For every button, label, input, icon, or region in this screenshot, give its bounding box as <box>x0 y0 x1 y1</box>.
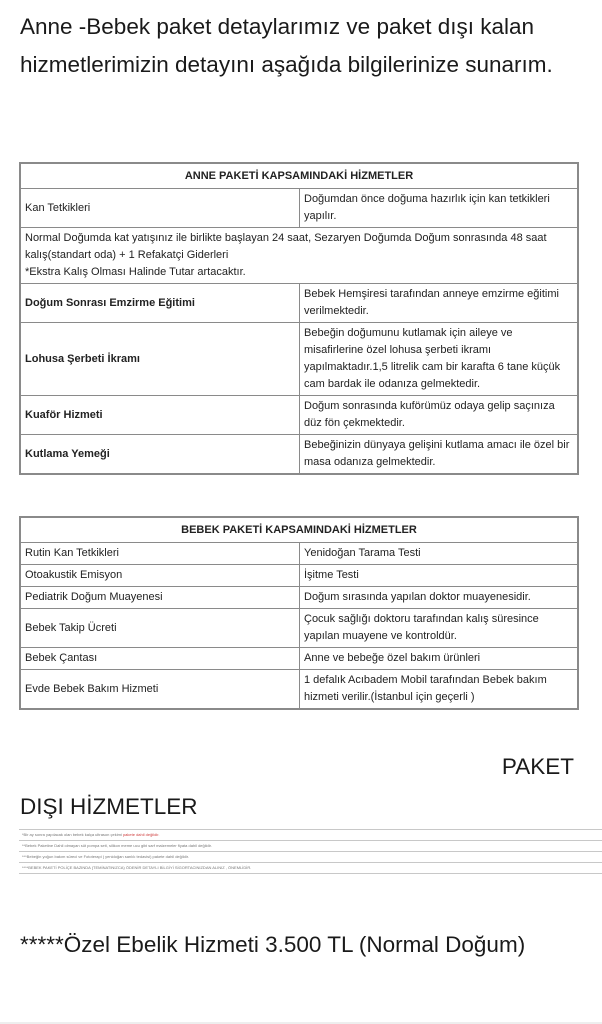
service-name: Pediatrik Doğum Muayenesi <box>20 587 300 609</box>
table-row <box>20 189 578 228</box>
service-description: Anne ve bebeğe özel bakım ürünleri <box>300 648 579 670</box>
service-description: Yenidoğan Tarama Testi <box>300 543 579 565</box>
bebek-package-table <box>19 516 579 710</box>
table-row <box>20 284 578 323</box>
service-description: İşitme Testi <box>300 565 579 587</box>
table-row <box>20 323 578 396</box>
table-row <box>20 435 578 475</box>
note-text: **Bebek Paketine Dahil olmayan süt pompa seti, silikon meme ucu gibi sarf malzemeler fiyata dahil değildir. <box>19 841 602 852</box>
note-highlight: pakete dahil değildir. <box>122 832 160 837</box>
anne-package-table <box>19 162 579 475</box>
table-row <box>20 543 578 565</box>
intro-text: Anne -Bebek paket detaylarımız ve paket dışı kalan hizmetlerimizin detayını aşağıda bilgilerinize sunarım. <box>20 14 553 77</box>
service-name: Kan Tetkikleri <box>20 189 300 228</box>
note-text: ****BEBEK PAKETİ POLİÇE BAZINDA (TEMİNATINIZCA) ÖDENİR DETAYLI BİLGİYİ SİGORTACINIZDAN ALINIZ , ÖNEMLİDİR. <box>19 863 602 874</box>
note-row <box>19 852 602 863</box>
anne-table-title: ANNE PAKETİ KAPSAMINDAKİ HİZMETLER <box>20 163 578 189</box>
note-row <box>19 863 602 874</box>
service-name: Otoakustik Emisyon <box>20 565 300 587</box>
table-row <box>20 565 578 587</box>
service-description: Bebeğinizin dünyaya gelişini kutlama amacı ile özel bir masa odanıza gelmektedir. <box>300 435 579 475</box>
table-row <box>20 587 578 609</box>
service-name: Doğum Sonrası Emzirme Eğitimi <box>20 284 300 323</box>
midwife-service-price: *****Özel Ebelik Hizmeti 3.500 TL (Normal Doğum) <box>20 932 526 957</box>
service-name: Kutlama Yemeği <box>20 435 300 475</box>
out-of-package-notes-table <box>19 829 602 874</box>
service-name: Evde Bebek Bakım Hizmeti <box>20 670 300 710</box>
stay-info <box>20 228 578 284</box>
out-of-package-heading-part2: DIŞI HİZMETLER <box>20 794 198 819</box>
note-text: ***Bebeğin yoğun bakım süreci ve Fototerapi ( yenidoğan sarılık tedavisi) pakete dahil değildir. <box>19 852 602 863</box>
table-row <box>20 396 578 435</box>
note-row <box>19 841 602 852</box>
service-description: Bebek Hemşiresi tarafından anneye emzirme eğitimi verilmektedir. <box>300 284 579 323</box>
service-name: Bebek Takip Ücreti <box>20 609 300 648</box>
table-row <box>20 670 578 710</box>
service-description: Çocuk sağlığı doktoru tarafından kalış süresince yapılan muayene ve kontroldür. <box>300 609 579 648</box>
table-row <box>20 648 578 670</box>
service-description: Doğum sonrasında kuförümüz odaya gelip saçınıza düz fön çekmektedir. <box>300 396 579 435</box>
service-name: Rutin Kan Tetkikleri <box>20 543 300 565</box>
service-description: Doğum sırasında yapılan doktor muayenesidir. <box>300 587 579 609</box>
table-row <box>20 609 578 648</box>
service-name: Kuaför Hizmeti <box>20 396 300 435</box>
service-name: Bebek Çantası <box>20 648 300 670</box>
service-description: 1 defalık Acıbadem Mobil tarafından Bebek bakım hizmeti verilir.(İstanbul için geçerli ) <box>300 670 579 710</box>
service-description: Doğumdan önce doğuma hazırlık için kan tetkikleri yapılır. <box>300 189 579 228</box>
note-row <box>19 830 602 841</box>
service-description: Bebeğin doğumunu kutlamak için aileye ve misafirlerine özel lohusa şerbeti ikramı yapılmaktadır.1,5 litrelik cam bir karafta 6 tane küçük cam bardak ile odanıza gelmektedir. <box>300 323 579 396</box>
stay-info-text: Normal Doğumda kat yatışınız ile birlikte başlayan 24 saat, Sezaryen Doğumda Doğum sonrasında 48 saat kalış(standart oda) + 1 Refakatçi Giderleri <box>25 232 547 261</box>
table-row <box>20 228 578 284</box>
out-of-package-heading-part1: PAKET <box>501 754 574 779</box>
bebek-table-title: BEBEK PAKETİ KAPSAMINDAKİ HİZMETLER <box>20 517 578 543</box>
stay-extra-note: *Ekstra Kalış Olması Halinde Tutar artacaktır. <box>25 266 246 278</box>
service-name: Lohusa Şerbeti İkramı <box>20 323 300 396</box>
note-text: *Bir ay sonra yapılacak olan bebek kalça ultrason çekimi <box>22 832 123 837</box>
